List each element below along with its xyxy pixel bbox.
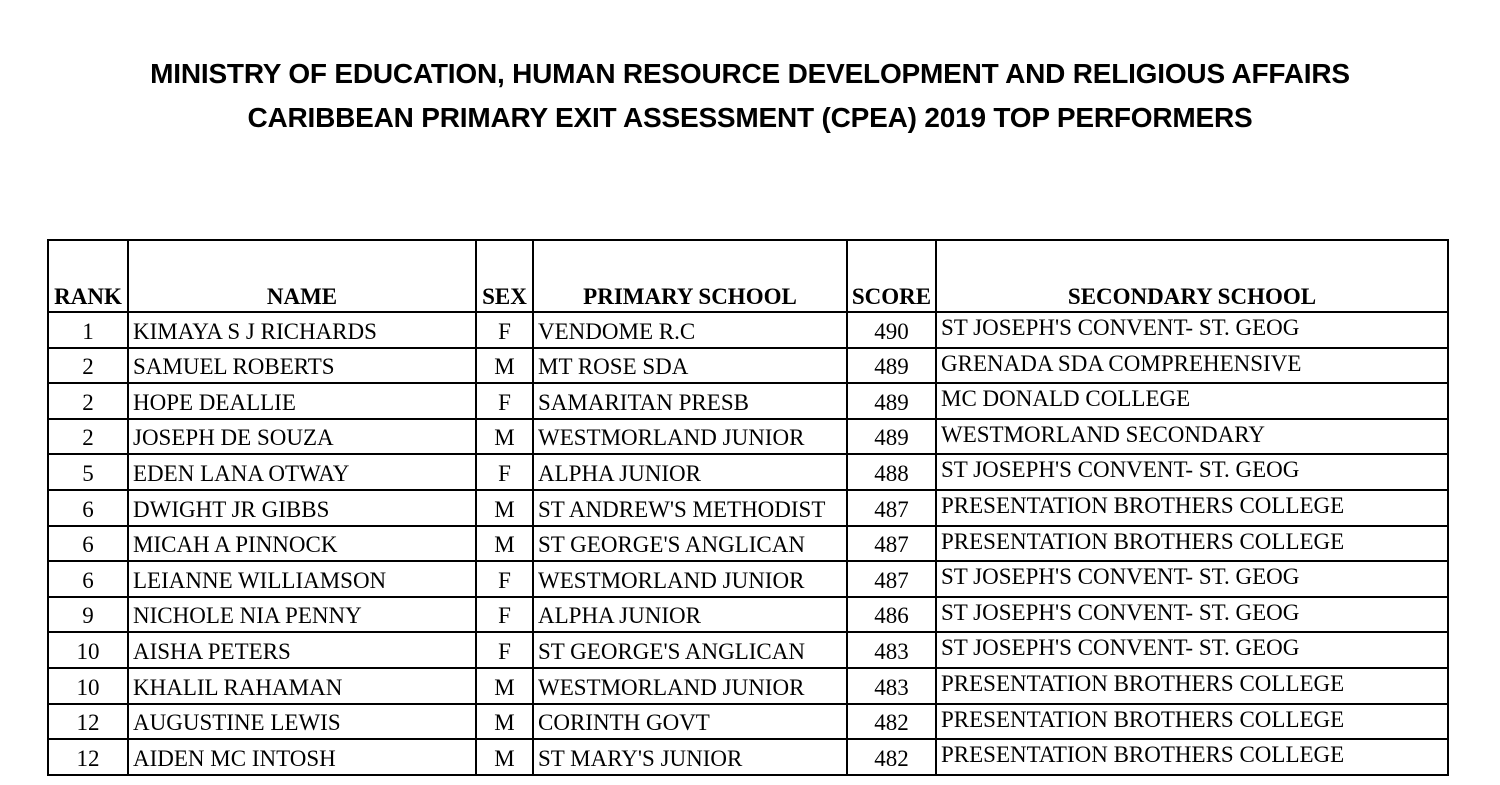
- table-row: [48, 383, 1448, 419]
- primary-school-cell: ST ANDREW'S METHODIST: [533, 490, 847, 526]
- table-row: [48, 490, 1448, 526]
- primary-school-cell: ST GEORGE'S ANGLICAN: [533, 526, 847, 562]
- table-row: [48, 632, 1448, 668]
- secondary-school-cell: WESTMORLAND SECONDARY: [936, 419, 1448, 455]
- name-cell: DWIGHT JR GIBBS: [128, 490, 476, 526]
- sex-cell: M: [476, 490, 533, 526]
- table-row: [48, 526, 1448, 562]
- primary-school-cell: ALPHA JUNIOR: [533, 597, 847, 633]
- column-header-score: SCORE: [847, 240, 936, 312]
- rank-cell: 2: [48, 419, 128, 455]
- title-line-2: CARIBBEAN PRIMARY EXIT ASSESSMENT (CPEA) 2019 TOP PERFORMERS: [247, 102, 1253, 133]
- rank-cell: 10: [48, 632, 128, 668]
- column-header-sex: SEX: [476, 240, 533, 312]
- primary-school-cell: ST GEORGE'S ANGLICAN: [533, 632, 847, 668]
- name-cell: LEIANNE WILLIAMSON: [128, 561, 476, 597]
- primary-school-cell: VENDOME R.C: [533, 312, 847, 348]
- score-cell: 489: [847, 383, 936, 419]
- table-row: [48, 561, 1448, 597]
- score-cell: 482: [847, 704, 936, 740]
- table-row: [48, 739, 1448, 775]
- secondary-school-cell: ST JOSEPH'S CONVENT- ST. GEOG: [936, 312, 1448, 348]
- sex-cell: M: [476, 526, 533, 562]
- score-cell: 482: [847, 739, 936, 775]
- primary-school-cell: SAMARITAN PRESB: [533, 383, 847, 419]
- score-cell: 487: [847, 490, 936, 526]
- name-cell: MICAH A PINNOCK: [128, 526, 476, 562]
- name-cell: EDEN LANA OTWAY: [128, 454, 476, 490]
- table-row: [48, 312, 1448, 348]
- score-cell: 488: [847, 454, 936, 490]
- rank-cell: 10: [48, 668, 128, 704]
- score-cell: 489: [847, 348, 936, 384]
- name-cell: AIDEN MC INTOSH: [128, 739, 476, 775]
- secondary-school-cell: PRESENTATION BROTHERS COLLEGE: [936, 739, 1448, 775]
- table-row: [48, 597, 1448, 633]
- sex-cell: M: [476, 704, 533, 740]
- score-cell: 486: [847, 597, 936, 633]
- secondary-school-cell: ST JOSEPH'S CONVENT- ST. GEOG: [936, 561, 1448, 597]
- score-cell: 490: [847, 312, 936, 348]
- score-cell: 483: [847, 632, 936, 668]
- sex-cell: F: [476, 561, 533, 597]
- table-row: [48, 348, 1448, 384]
- sex-cell: M: [476, 668, 533, 704]
- secondary-school-cell: MC DONALD COLLEGE: [936, 383, 1448, 419]
- rank-cell: 2: [48, 348, 128, 384]
- secondary-school-cell: PRESENTATION BROTHERS COLLEGE: [936, 490, 1448, 526]
- sex-cell: F: [476, 454, 533, 490]
- rank-cell: 9: [48, 597, 128, 633]
- rank-cell: 6: [48, 526, 128, 562]
- name-cell: SAMUEL ROBERTS: [128, 348, 476, 384]
- name-cell: KHALIL RAHAMAN: [128, 668, 476, 704]
- name-cell: AISHA PETERS: [128, 632, 476, 668]
- secondary-school-cell: ST JOSEPH'S CONVENT- ST. GEOG: [936, 632, 1448, 668]
- rank-cell: 12: [48, 704, 128, 740]
- name-cell: HOPE DEALLIE: [128, 383, 476, 419]
- primary-school-cell: CORINTH GOVT: [533, 704, 847, 740]
- title-line-1: MINISTRY OF EDUCATION, HUMAN RESOURCE DEVELOPMENT AND RELIGIOUS AFFAIRS: [150, 58, 1350, 89]
- sex-cell: F: [476, 597, 533, 633]
- top-performers-table: [47, 239, 1449, 776]
- sex-cell: M: [476, 348, 533, 384]
- column-header-primary-school: PRIMARY SCHOOL: [533, 240, 847, 312]
- rank-cell: 2: [48, 383, 128, 419]
- primary-school-cell: WESTMORLAND JUNIOR: [533, 419, 847, 455]
- rank-cell: 6: [48, 490, 128, 526]
- document-title: [0, 52, 1500, 140]
- primary-school-cell: ST MARY'S JUNIOR: [533, 739, 847, 775]
- primary-school-cell: WESTMORLAND JUNIOR: [533, 561, 847, 597]
- secondary-school-cell: GRENADA SDA COMPREHENSIVE: [936, 348, 1448, 384]
- rank-cell: 5: [48, 454, 128, 490]
- rank-cell: 1: [48, 312, 128, 348]
- sex-cell: F: [476, 383, 533, 419]
- primary-school-cell: ALPHA JUNIOR: [533, 454, 847, 490]
- table-header-row: [48, 240, 1448, 312]
- table-row: [48, 668, 1448, 704]
- secondary-school-cell: PRESENTATION BROTHERS COLLEGE: [936, 668, 1448, 704]
- name-cell: NICHOLE NIA PENNY: [128, 597, 476, 633]
- name-cell: KIMAYA S J RICHARDS: [128, 312, 476, 348]
- score-cell: 487: [847, 561, 936, 597]
- primary-school-cell: MT ROSE SDA: [533, 348, 847, 384]
- sex-cell: F: [476, 632, 533, 668]
- score-cell: 487: [847, 526, 936, 562]
- column-header-name: NAME: [128, 240, 476, 312]
- table-row: [48, 419, 1448, 455]
- sex-cell: M: [476, 739, 533, 775]
- sex-cell: M: [476, 419, 533, 455]
- score-cell: 483: [847, 668, 936, 704]
- name-cell: AUGUSTINE LEWIS: [128, 704, 476, 740]
- rank-cell: 6: [48, 561, 128, 597]
- primary-school-cell: WESTMORLAND JUNIOR: [533, 668, 847, 704]
- table-row: [48, 704, 1448, 740]
- column-header-secondary-school: SECONDARY SCHOOL: [936, 240, 1448, 312]
- secondary-school-cell: ST JOSEPH'S CONVENT- ST. GEOG: [936, 597, 1448, 633]
- name-cell: JOSEPH DE SOUZA: [128, 419, 476, 455]
- sex-cell: F: [476, 312, 533, 348]
- secondary-school-cell: ST JOSEPH'S CONVENT- ST. GEOG: [936, 454, 1448, 490]
- rank-cell: 12: [48, 739, 128, 775]
- column-header-rank: RANK: [48, 240, 128, 312]
- score-cell: 489: [847, 419, 936, 455]
- secondary-school-cell: PRESENTATION BROTHERS COLLEGE: [936, 526, 1448, 562]
- secondary-school-cell: PRESENTATION BROTHERS COLLEGE: [936, 704, 1448, 740]
- table-row: [48, 454, 1448, 490]
